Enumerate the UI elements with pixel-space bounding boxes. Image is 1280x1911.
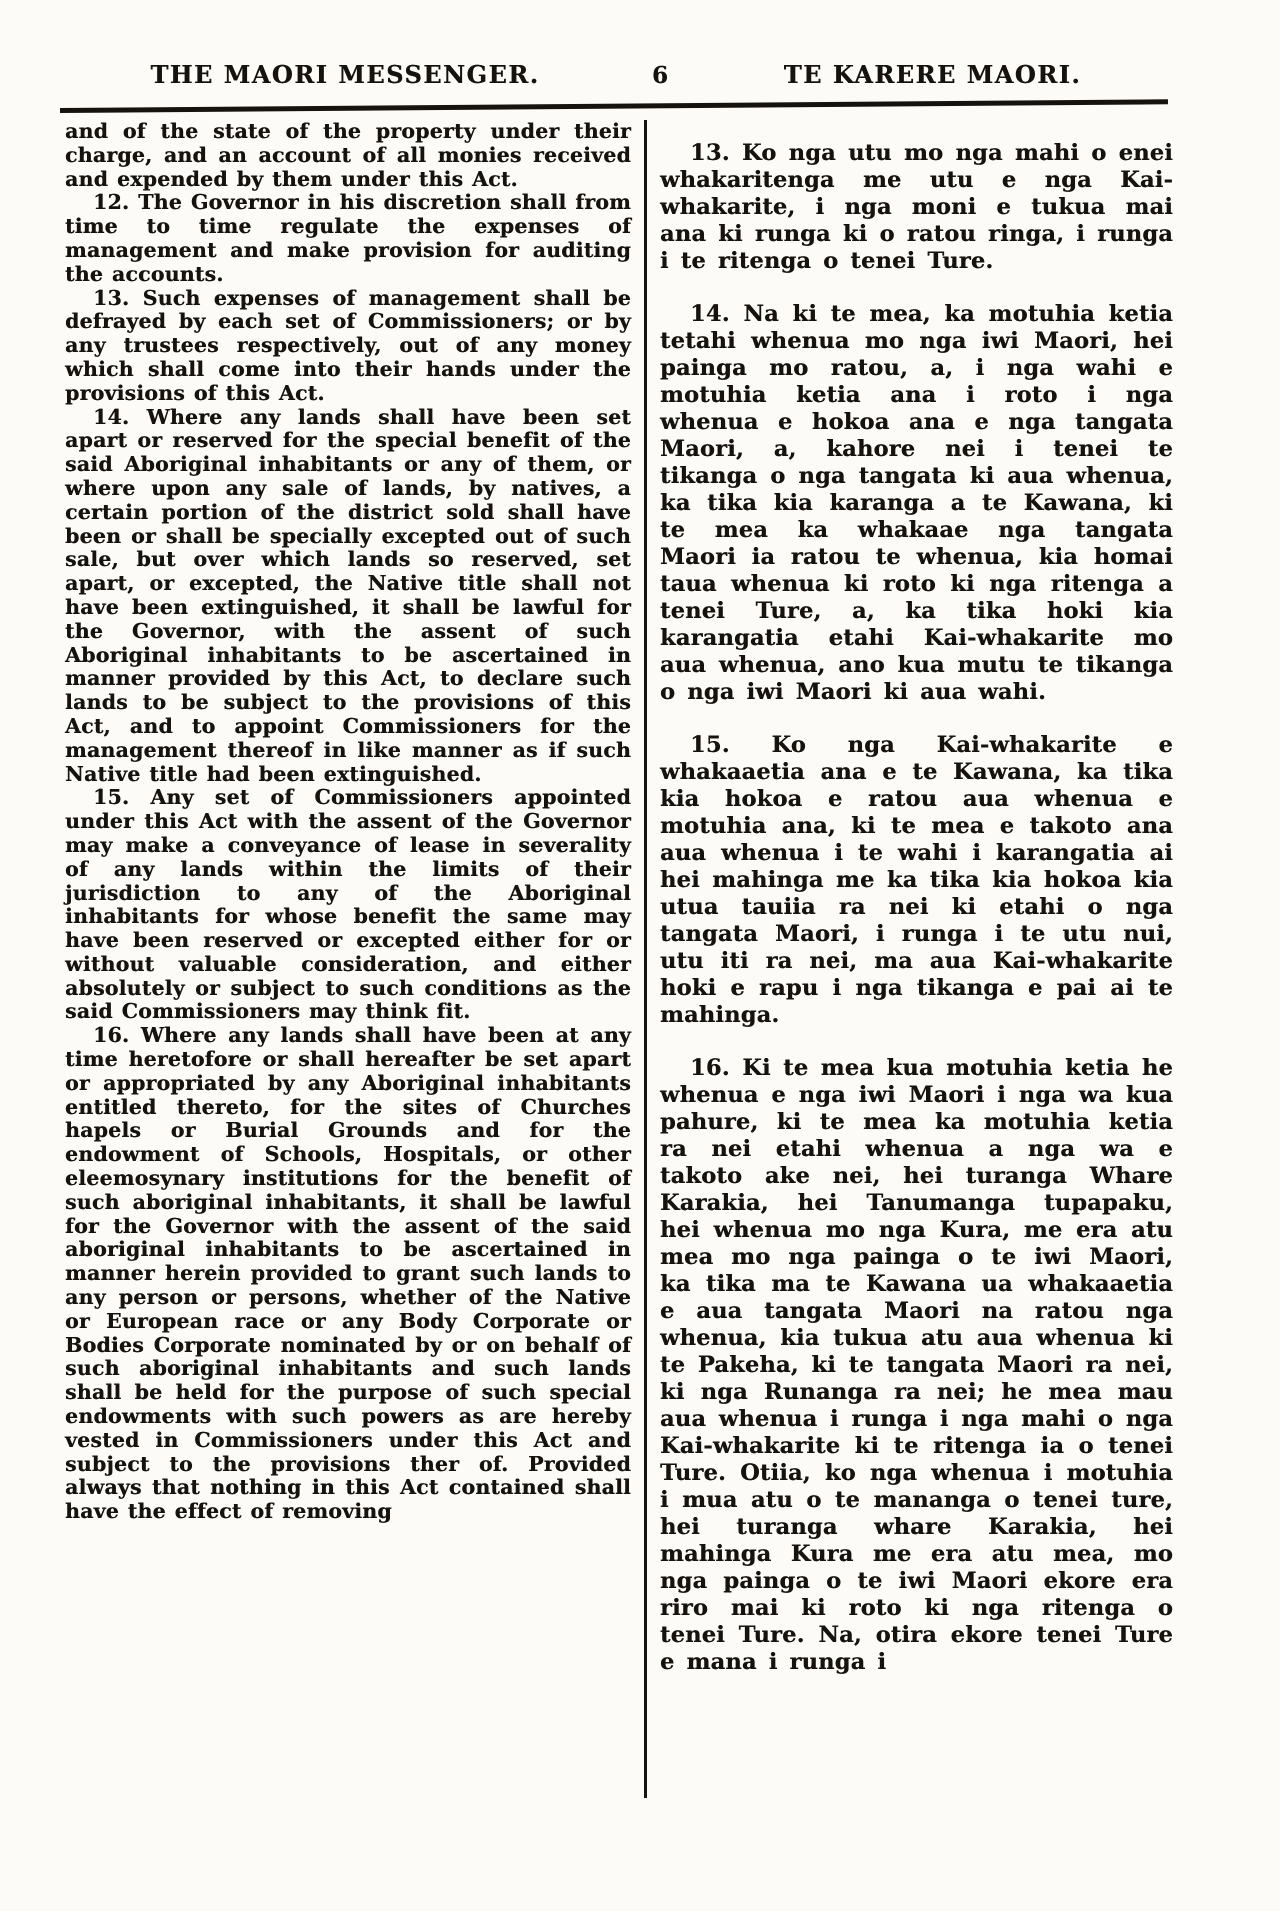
column-divider xyxy=(644,120,647,1798)
page-number: 6 xyxy=(651,62,668,89)
mi-paragraph-15: 15. Ko nga Kai-whakarite e whakaaetia ana e te Kawana, ka tika kia hokoa e ratou aua whenua e motuhia ana, ki te mea e takoto ana aua whenua i te wahi i karangatia ai hei mahinga me ka tika kia hokoa kia utua tauiia ra nei ki etahi o nga tangata Maori, i runga i te utu nui, utu iti ra nei, ma aua Kai-whakarite hoki e rapu i nga tikanga e pai ai te mahinga. xyxy=(660,732,1173,1028)
mi-paragraph-13: 13. Ko nga utu mo nga mahi o enei whakaritenga me utu e nga Kai-whakarite, i nga moni e tukua mai ana ki runga ki o ratou ringa, i runga i te ritenga o tenei Ture. xyxy=(660,140,1173,274)
page-header xyxy=(65,60,1170,89)
en-paragraph-12: 12. The Governor in his discretion shall from time to time regulate the expenses of management and make provision for auditing the accounts. xyxy=(65,190,631,286)
newspaper-title-english: THE MAORI MESSENGER. xyxy=(150,60,540,89)
page-body xyxy=(65,120,1173,1798)
mi-paragraph-14: 14. Na ki te mea, ka motuhia ketia tetahi whenua mo nga iwi Maori, hei painga mo ratou, a, i nga wahi e motuhia ketia ana i roto i nga whenua e hokoa ana e nga tangata Maori, a, kahore nei i tenei te tikanga o nga tangata ki aua whenua, ka tika kia karanga a te Kawana, ki te mea ka whakaae nga tangata Maori ia ratou te whenua, kia homai taua whenua ki roto ki nga ritenga a tenei Ture, a, ka tika hoki kia karangatia etahi Kai-whakarite mo aua whenua, ano kua mutu te tikanga o nga iwi Maori ki aua wahi. xyxy=(660,301,1173,705)
english-column xyxy=(65,120,631,1524)
en-paragraph-continuation: and of the state of the property under their charge, and an account of all monies received and expended by them under this Act. xyxy=(65,119,631,191)
maori-column xyxy=(660,120,1173,1676)
en-paragraph-16: 16. Where any lands shall have been at any time heretofore or shall hereafter be set apart or appropriated by any Aboriginal inhabitants entitled thereto, for the sites of Churches hapels or Burial Grounds and for the endowment of Schools, Hospitals, or other eleemosynary institutions for the benefit of such aboriginal inhabitants, it shall be lawful for the Governor with the assent of the said aboriginal inhabitants to be ascertained in manner herein provided to grant such lands to any person or persons, whether of the Native or European race or any Body Corporate or Bodies Corporate nominated by or on behalf of such aboriginal inhabitants and such lands shall be held for the purpose of such special endowments with such powers as are hereby vested in Commissioners under this Act and subject to the provisions ther of. Provided always that nothing in this Act contained shall have the effect of removing xyxy=(65,1023,631,1524)
en-paragraph-13: 13. Such expenses of management shall be defrayed by each set of Commissioners; or by any trustees respectively, out of any money which shall come into their hands under the provisions of this Act. xyxy=(65,285,631,405)
mi-paragraph-16: 16. Ki te mea kua motuhia ketia he whenua e nga iwi Maori i nga wa kua pahure, ki te mea ka motuhia ketia ra nei etahi whenua a nga wa e takoto ake nei, hei turanga Whare Karakia, hei Tanumanga tupapaku, hei whenua mo nga Kura, me era atu mea mo nga painga o te iwi Maori, ka tika ma te Kawana ua whakaaetia e aua tangata Maori na ratou nga whenua, kia tukua atu aua whenua ki te Pakeha, ki te tangata Maori ra nei, ki nga Runanga ra nei; he mea mau aua whenua i runga i nga mahi o nga Kai-whakarite ki te ritenga ia o tenei Ture. Otiia, ko nga whenua i motuhia i mua atu o te mananga o tenei ture, hei turanga whare Karakia, hei mahinga Kura me era atu mea, mo nga painga o te iwi Maori ekore era riro mai ki roto ki nga ritenga o tenei Ture. Na, otira ekore tenei Ture e mana i runga i xyxy=(660,1055,1173,1675)
header-rule xyxy=(60,99,1168,113)
newspaper-title-maori: TE KARERE MAORI. xyxy=(783,60,1082,89)
en-paragraph-14: 14. Where any lands shall have been set apart or reserved for the special benefit of the said Aboriginal inhabitants or any of them, or where upon any sale of lands, by natives, a certain portion of the district sold shall have been or shall be specially excepted out of such sale, but over which lands so reserved, set apart, or excepted, the Native title shall not have been extinguished, it shall be lawful for the Governor, with the assent of such Aboriginal inhabitants to be ascertained in manner provided by this Act, to declare such lands to be subject to the provisions of this Act, and to appoint Commissioners for the management thereof in like manner as if such Native title had been extinguished. xyxy=(65,404,631,786)
en-paragraph-15: 15. Any set of Commissioners appointed under this Act with the assent of the Governor may make a conveyance of lease in severality of any lands within the limits of their jurisdiction to any of the Aboriginal inhabitants for whose benefit the same may have been reserved or excepted either for or without valuable consideration, and either absolutely or subject to such conditions as the said Commissioners may think fit. xyxy=(65,785,631,1024)
